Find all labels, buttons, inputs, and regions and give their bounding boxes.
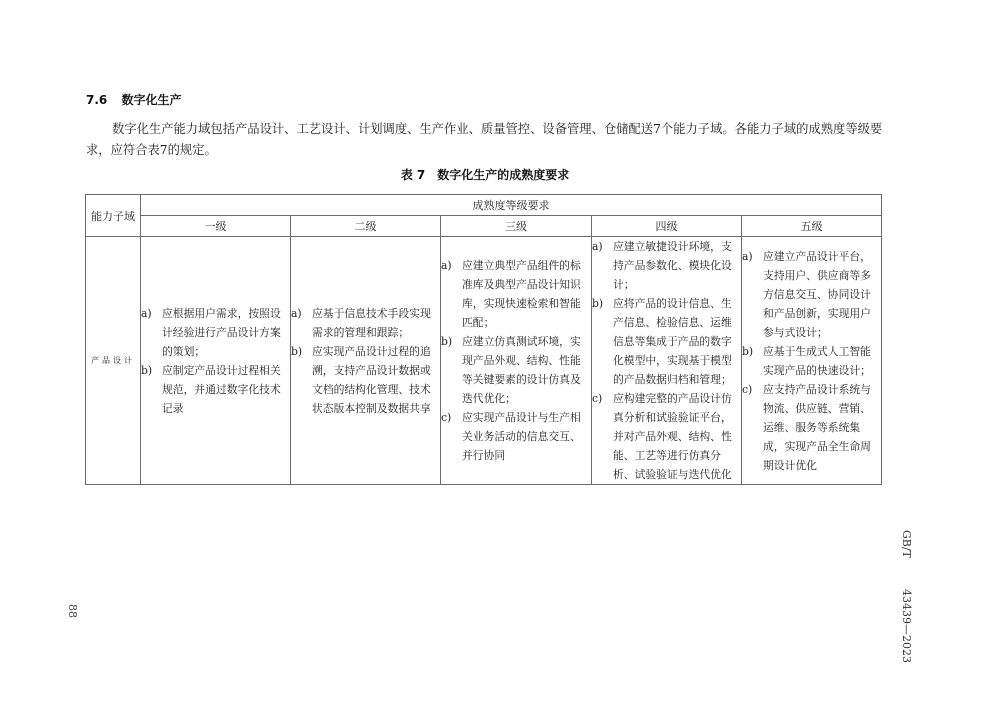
standard-number: 43439—2023	[900, 589, 913, 664]
requirement-item	[441, 256, 591, 332]
item-marker: c)	[441, 411, 452, 424]
header-requirements: 成熟度等级要求	[141, 195, 882, 216]
requirement-item	[141, 304, 290, 361]
section-number: 7.6	[86, 93, 108, 107]
requirement-item	[742, 380, 881, 475]
requirement-item	[291, 304, 440, 342]
item-marker: c)	[592, 392, 603, 405]
section-title: 数字化生产	[121, 93, 182, 107]
page-number: 88	[66, 604, 79, 618]
item-marker: b)	[141, 363, 153, 377]
domain-cell: 产品设计	[86, 237, 141, 485]
header-level-4: 四级	[592, 216, 742, 237]
table-header-row	[86, 195, 882, 216]
requirement-cell-level-1	[141, 237, 291, 485]
item-text: 应制定产品设计过程相关规范，并通过数字化技术记录	[162, 363, 281, 415]
item-marker: a)	[141, 306, 152, 320]
header-domain: 能力子域	[86, 195, 141, 237]
maturity-table	[85, 194, 882, 485]
header-level-2: 二级	[291, 216, 441, 237]
item-text: 应构建完整的产品设计仿真分析和试验验证平台，并对产品外观、结构、性能、工艺等进行仿真分析、试验验证与迭代优化	[613, 392, 732, 481]
requirement-cell-level-5	[742, 237, 882, 485]
item-text: 应建立仿真测试环境，实现产品外观、结构、性能等关键要素的设计仿真及迭代优化；	[462, 335, 581, 405]
standard-prefix: GB/T	[900, 530, 913, 558]
item-text: 应建立产品设计平台，支持用户、供应商等多方信息交互、协同设计和产品创新，实现用户参与式设计；	[763, 249, 871, 339]
item-marker: b)	[742, 344, 754, 358]
item-marker: c)	[742, 382, 753, 396]
item-text: 应基于信息技术手段实现需求的管理和跟踪；	[312, 306, 431, 339]
requirement-item	[592, 237, 741, 294]
requirement-item	[742, 247, 881, 342]
requirement-item	[592, 389, 741, 484]
header-level-5: 五级	[742, 216, 882, 237]
item-text: 应实现产品设计过程的追溯，支持产品设计数据或文档的结构化管理、技术状态版本控制及数据共享	[312, 344, 431, 415]
item-marker: b)	[441, 335, 453, 348]
item-marker: a)	[592, 240, 603, 253]
requirement-item	[441, 332, 591, 408]
standard-code	[893, 530, 913, 663]
item-text: 应建立典型产品组件的标准库及典型产品设计知识库，实现快速检索和智能匹配；	[462, 259, 581, 329]
requirement-item	[441, 408, 591, 465]
item-text: 应实现产品设计与生产相关业务活动的信息交互、并行协同	[462, 411, 581, 462]
item-text: 应根据用户需求，按照设计经验进行产品设计方案的策划；	[162, 306, 281, 358]
table-caption: 表 7 数字化生产的成熟度要求	[400, 168, 570, 182]
item-marker: a)	[291, 306, 302, 320]
requirement-cell-level-2	[291, 237, 441, 485]
header-level-3: 三级	[441, 216, 592, 237]
requirement-item	[742, 342, 881, 380]
item-marker: a)	[742, 249, 753, 263]
item-text: 应基于生成式人工智能实现产品的快速设计；	[763, 344, 871, 377]
requirement-cell-level-4	[592, 237, 742, 485]
table-level-row	[86, 216, 882, 237]
requirement-item	[141, 361, 290, 418]
section-heading	[86, 91, 181, 108]
table-row	[86, 237, 882, 485]
item-marker: b)	[291, 344, 303, 358]
requirement-cell-level-3	[441, 237, 592, 485]
requirement-item	[291, 342, 440, 418]
item-text: 应支持产品设计系统与物流、供应链、营销、运维、服务等系统集成，实现产品全生命周期设计优化	[763, 382, 871, 472]
item-text: 应建立敏捷设计环境，支持产品参数化、模块化设计；	[613, 240, 732, 291]
item-text: 应将产品的设计信息、生产信息、检验信息、运维信息等集成于产品的数字化模型中，实现基于模型的产品数据归档和管理；	[613, 297, 732, 386]
item-marker: b)	[592, 297, 604, 310]
header-level-1: 一级	[141, 216, 291, 237]
requirement-item	[592, 294, 741, 389]
item-marker: a)	[441, 259, 452, 272]
section-paragraph: 数字化生产能力域包括产品设计、工艺设计、计划调度、生产作业、质量管控、设备管理、仓储配送7个能力子域。各能力子域的成熟度等级要求，应符合表7的规定。	[86, 122, 883, 157]
